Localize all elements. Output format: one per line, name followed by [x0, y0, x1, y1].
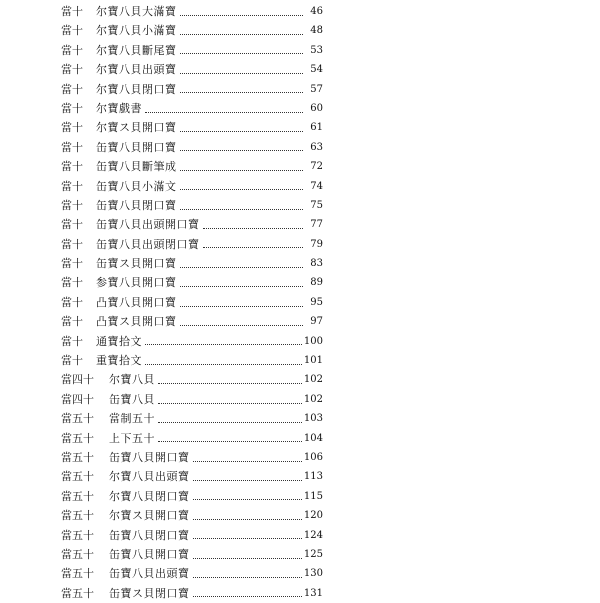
- toc-prefix: 當十: [61, 24, 83, 38]
- toc-prefix: 當十: [61, 101, 83, 115]
- dot-leader: [180, 266, 304, 268]
- toc-entry: [96, 196, 323, 215]
- toc-row: [0, 177, 600, 196]
- toc-prefix: 當十: [61, 354, 83, 368]
- toc-prefix: 當十: [61, 5, 83, 18]
- toc-prefix: 當五十: [61, 489, 94, 503]
- toc-title: 尔寶八貝閉口寶: [109, 489, 190, 503]
- toc-row: [0, 215, 600, 234]
- toc-title: 缶寶ス貝閉口寶: [109, 586, 190, 600]
- toc-prefix: 當五十: [61, 547, 94, 561]
- toc-prefix: 當五十: [61, 470, 94, 484]
- toc-row: [0, 293, 600, 312]
- toc-title: 重寶拾文: [96, 354, 142, 368]
- toc-title: 當制五十: [109, 412, 155, 426]
- toc-row: [0, 584, 600, 603]
- toc-page-number: 120: [303, 510, 323, 522]
- dot-leader: [193, 557, 302, 559]
- toc-prefix: 當十: [61, 276, 83, 290]
- toc-entry: [96, 60, 323, 79]
- toc-title: 尔寶ス貝開口寶: [96, 121, 177, 135]
- toc-entry: [96, 157, 323, 176]
- toc-row: [0, 235, 600, 254]
- toc-row: [0, 409, 600, 428]
- toc-page-number: 53: [310, 44, 323, 56]
- dot-leader: [193, 479, 302, 481]
- toc-row: [0, 564, 600, 583]
- toc-page-number: 124: [303, 529, 323, 541]
- toc-row: [0, 526, 600, 545]
- dot-leader: [180, 130, 304, 132]
- toc-row: [0, 196, 600, 215]
- toc-title: 缶寶ス貝開口寶: [96, 257, 177, 271]
- toc-prefix: 當五十: [61, 586, 94, 600]
- toc-prefix: 當十: [61, 179, 83, 193]
- dot-leader: [145, 363, 302, 365]
- toc-row: [0, 118, 600, 137]
- toc-row: [0, 448, 600, 467]
- toc-entry: [96, 332, 323, 351]
- toc-entry: [109, 429, 323, 448]
- toc-title: 缶寶八貝出頭閉口寶: [96, 237, 200, 251]
- toc-entry: [109, 409, 323, 428]
- toc-page-number: 125: [303, 548, 323, 560]
- toc-row: [0, 506, 600, 525]
- toc-prefix: 當十: [61, 63, 83, 77]
- toc-page-number: 83: [310, 258, 323, 270]
- toc-prefix: 當十: [61, 334, 83, 348]
- toc-page-number: 130: [303, 568, 323, 580]
- toc-entry: [109, 370, 323, 389]
- toc-entry: [109, 467, 323, 486]
- toc-prefix: 當十: [61, 160, 83, 174]
- toc-page-number: 74: [310, 180, 323, 192]
- toc-page-number: 89: [310, 277, 323, 289]
- toc-row: [0, 138, 600, 157]
- dot-leader: [193, 518, 302, 520]
- toc-title: 尔寶八貝出頭寶: [109, 470, 190, 484]
- toc-row: [0, 273, 600, 292]
- toc-title: 缶寶八貝小滿文: [96, 179, 177, 193]
- toc-row: [0, 21, 600, 40]
- dot-leader: [180, 14, 304, 16]
- toc-title: 尔寶八貝小滿寶: [96, 24, 177, 38]
- toc-prefix: 當十: [61, 218, 83, 232]
- toc-row: [0, 157, 600, 176]
- toc-entry: [96, 177, 323, 196]
- toc-prefix: 當五十: [61, 567, 94, 581]
- toc-row: [0, 80, 600, 99]
- toc-prefix: 當五十: [61, 431, 94, 445]
- toc-entry: [109, 448, 323, 467]
- toc-entry: [96, 351, 323, 370]
- toc-entry: [109, 526, 323, 545]
- toc-row: [0, 351, 600, 370]
- dot-leader: [180, 305, 304, 307]
- toc-title: 通寶拾文: [96, 334, 142, 348]
- toc-entry: [96, 293, 323, 312]
- dot-leader: [193, 460, 302, 462]
- toc-entry: [96, 312, 323, 331]
- toc-page-number: 106: [303, 451, 323, 463]
- toc-row: [0, 370, 600, 389]
- toc-prefix: 當十: [61, 140, 83, 154]
- dot-leader: [180, 52, 304, 54]
- toc-page-number: 102: [303, 374, 323, 386]
- toc-entry: [109, 564, 323, 583]
- toc-page-number: 101: [303, 355, 323, 367]
- toc-prefix: 當五十: [61, 412, 94, 426]
- dot-leader: [145, 343, 302, 345]
- toc-title: 缶寶八貝開口寶: [109, 547, 190, 561]
- toc-title: 缶寶八貝出頭寶: [109, 567, 190, 581]
- dot-leader: [180, 188, 304, 190]
- toc-prefix: 當十: [61, 295, 83, 309]
- dot-leader: [203, 246, 304, 248]
- toc-prefix: 當十: [61, 198, 83, 212]
- toc-page-number: 104: [303, 432, 323, 444]
- toc-prefix: 當四十: [61, 373, 94, 387]
- toc-entry: [109, 584, 323, 603]
- dot-leader: [193, 537, 302, 539]
- toc-title: 尔寶ス貝開口寶: [109, 509, 190, 523]
- toc-page-number: 46: [310, 6, 323, 17]
- toc-prefix: 當十: [61, 315, 83, 329]
- toc-entry: [96, 235, 323, 254]
- toc-page-number: 103: [303, 413, 323, 425]
- toc-title: 缶寶八貝開口寶: [109, 450, 190, 464]
- toc-title: 缶寶八貝: [109, 392, 155, 406]
- dot-leader: [158, 440, 302, 442]
- toc-title: 缶寶八貝斷筆成: [96, 160, 177, 174]
- toc-row: [0, 312, 600, 331]
- toc-entry: [96, 80, 323, 99]
- toc-entry: [96, 254, 323, 273]
- toc-page-number: 115: [303, 490, 323, 502]
- toc-entry: [96, 2, 323, 21]
- toc-page-number: 60: [310, 102, 323, 114]
- dot-leader: [158, 421, 302, 423]
- dot-leader: [180, 33, 304, 35]
- toc-page-number: 75: [310, 199, 323, 211]
- toc-page-number: 97: [310, 316, 323, 328]
- dot-leader: [180, 149, 304, 151]
- toc-title: 参寶八貝開口寶: [96, 276, 177, 290]
- toc-row: [0, 429, 600, 448]
- toc-page-number: 48: [310, 25, 323, 37]
- toc-entry: [96, 99, 323, 118]
- toc-title: 尔寶八貝: [109, 373, 155, 387]
- dot-leader: [180, 208, 304, 210]
- dot-leader: [180, 324, 304, 326]
- toc-row: [0, 2, 600, 21]
- toc-page-number: 100: [303, 335, 323, 347]
- toc-row: [0, 467, 600, 486]
- toc-entry: [109, 545, 323, 564]
- toc-page-number: 63: [310, 141, 323, 153]
- toc-entry: [109, 390, 323, 409]
- toc-page-number: 61: [310, 122, 323, 134]
- toc-entry: [96, 138, 323, 157]
- toc-page-number: 77: [310, 219, 323, 231]
- toc-title: 上下五十: [109, 431, 155, 445]
- toc-page-number: 54: [310, 64, 323, 76]
- dot-leader: [193, 595, 302, 597]
- dot-leader: [180, 72, 304, 74]
- toc-page-number: 131: [303, 587, 323, 599]
- toc-prefix: 當十: [61, 82, 83, 96]
- toc-row: [0, 254, 600, 273]
- toc-title: 缶寶八貝閉口寶: [109, 528, 190, 542]
- toc-title: 凸寶八貝開口寶: [96, 295, 177, 309]
- toc-page-number: 79: [310, 238, 323, 250]
- toc-title: 尔寶八貝斷尾寶: [96, 43, 177, 57]
- toc-title: 缶寶八貝閉口寶: [96, 198, 177, 212]
- dot-leader: [180, 285, 304, 287]
- dot-leader: [180, 91, 304, 93]
- toc-prefix: 當十: [61, 121, 83, 135]
- toc-row: [0, 60, 600, 79]
- toc-entry: [109, 487, 323, 506]
- toc-page-number: 57: [310, 83, 323, 95]
- toc-row: [0, 545, 600, 564]
- toc-title: 尔寶戲書: [96, 101, 142, 115]
- toc-prefix: 當五十: [61, 528, 94, 542]
- toc-prefix: 當十: [61, 237, 83, 251]
- toc-row: [0, 487, 600, 506]
- dot-leader: [180, 169, 304, 171]
- dot-leader: [193, 576, 302, 578]
- toc-page-number: 95: [310, 296, 323, 308]
- dot-leader: [193, 498, 302, 500]
- toc-entry: [96, 273, 323, 292]
- toc-prefix: 當五十: [61, 509, 94, 523]
- toc-page-number: 72: [310, 161, 323, 173]
- toc-title: 缶寶八貝開口寶: [96, 140, 177, 154]
- toc-row: [0, 332, 600, 351]
- toc-title: 尔寶八貝大滿寶: [96, 5, 177, 18]
- toc-title: 缶寶八貝出頭開口寶: [96, 218, 200, 232]
- dot-leader: [158, 402, 302, 404]
- toc-title: 尔寶八貝閉口寶: [96, 82, 177, 96]
- dot-leader: [203, 227, 304, 229]
- toc-prefix: 當十: [61, 257, 83, 271]
- table-of-contents: [0, 2, 600, 603]
- toc-entry: [96, 41, 323, 60]
- toc-row: [0, 390, 600, 409]
- toc-page-number: 113: [303, 471, 323, 483]
- toc-title: 凸寶ス貝開口寶: [96, 315, 177, 329]
- toc-entry: [96, 21, 323, 40]
- toc-entry: [96, 118, 323, 137]
- toc-row: [0, 41, 600, 60]
- toc-page-number: 102: [303, 393, 323, 405]
- toc-entry: [109, 506, 323, 525]
- toc-row: [0, 99, 600, 118]
- toc-entry: [96, 215, 323, 234]
- toc-prefix: 當五十: [61, 450, 94, 464]
- dot-leader: [158, 382, 302, 384]
- toc-prefix: 當四十: [61, 392, 94, 406]
- dot-leader: [145, 111, 303, 113]
- toc-prefix: 當十: [61, 43, 83, 57]
- toc-title: 尔寶八貝出頭寶: [96, 63, 177, 77]
